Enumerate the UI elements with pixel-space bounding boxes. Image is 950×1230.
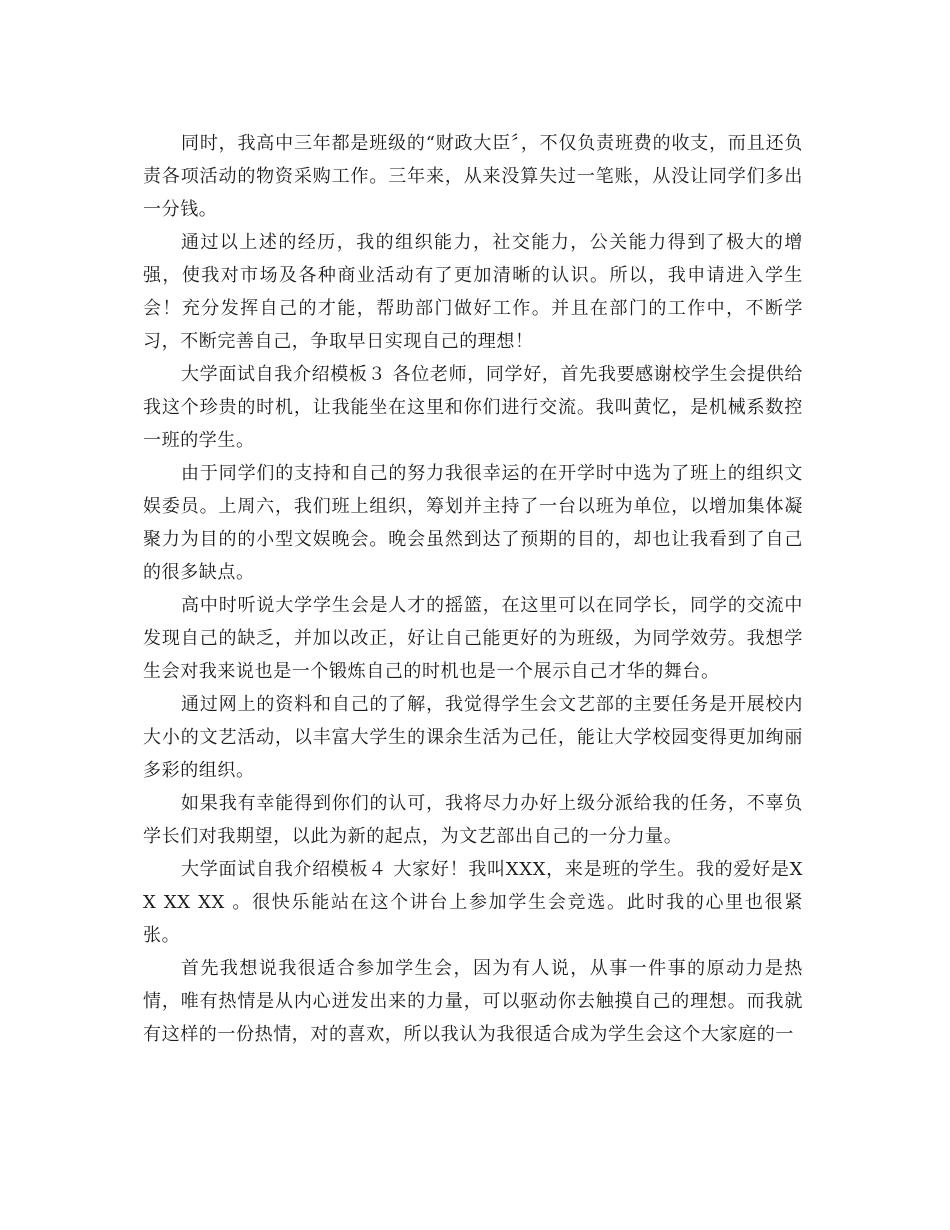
paragraph-8: 大学面试自我介绍模板４ 大家好！我叫XXX，来是班的学生。我的爱好是XX XX XX 。很快乐能站在这个讲台上参加学生会竞选。此时我的心里也很紧张。	[143, 859, 803, 946]
paragraph-5: 高中时听说大学学生会是人才的摇篮，在这里可以在同学长，同学的交流中发现自己的缺乏，并加以改正，好让自己能更好的为班级，为同学效劳。我想学生会对我来说也是一个锻炼自己的时机也是一个展示自己才华的舞台。	[143, 595, 803, 682]
paragraph-2: 通过以上述的经历，我的组织能力，社交能力，公关能力得到了极大的增强，使我对市场及各种商业活动有了更加清晰的认识。所以，我申请进入学生会！充分发挥自己的才能，帮助部门做好工作。并且在部门的工作中，不断学习，不断完善自己，争取早日实现自己的理想！	[143, 232, 803, 352]
paragraph-4: 由于同学们的支持和自己的努力我很幸运的在开学时中选为了班上的组织文娱委员。上周六，我们班上组织，筹划并主持了一台以班为单位，以增加集体凝聚力为目的的小型文娱晚会。晚会虽然到达了预期的目的，却也让我看到了自己的很多缺点。	[143, 463, 803, 583]
document-body	[143, 127, 803, 1051]
paragraph-6: 通过网上的资料和自己的了解，我觉得学生会文艺部的主要任务是开展校内大小的文艺活动，以丰富大学生的课余生活为己任，能让大学校园变得更加绚丽多彩的组织。	[143, 694, 803, 781]
paragraph-7: 如果我有幸能得到你们的认可，我将尽力办好上级分派给我的任务，不辜负学长们对我期望，以此为新的起点，为文艺部出自己的一分力量。	[143, 793, 803, 847]
paragraph-3: 大学面试自我介绍模板３ 各位老师，同学好，首先我要感谢校学生会提供给我这个珍贵的时机，让我能坐在这里和你们进行交流。我叫黄忆，是机械系数控一班的学生。	[143, 364, 803, 451]
paragraph-9: 首先我想说我很适合参加学生会，因为有人说，从事一件事的原动力是热情，唯有热情是从内心迸发出来的力量，可以驱动你去触摸自己的理想。而我就有这样的一份热情，对的喜欢，所以我认为我很适合成为学生会这个大家庭的一	[143, 958, 803, 1045]
paragraph-1: 同时，我高中三年都是班级的“财政大臣〞，不仅负责班费的收支，而且还负责各项活动的物资采购工作。三年来，从来没算失过一笔账，从没让同学们多出一分钱。	[143, 133, 803, 220]
